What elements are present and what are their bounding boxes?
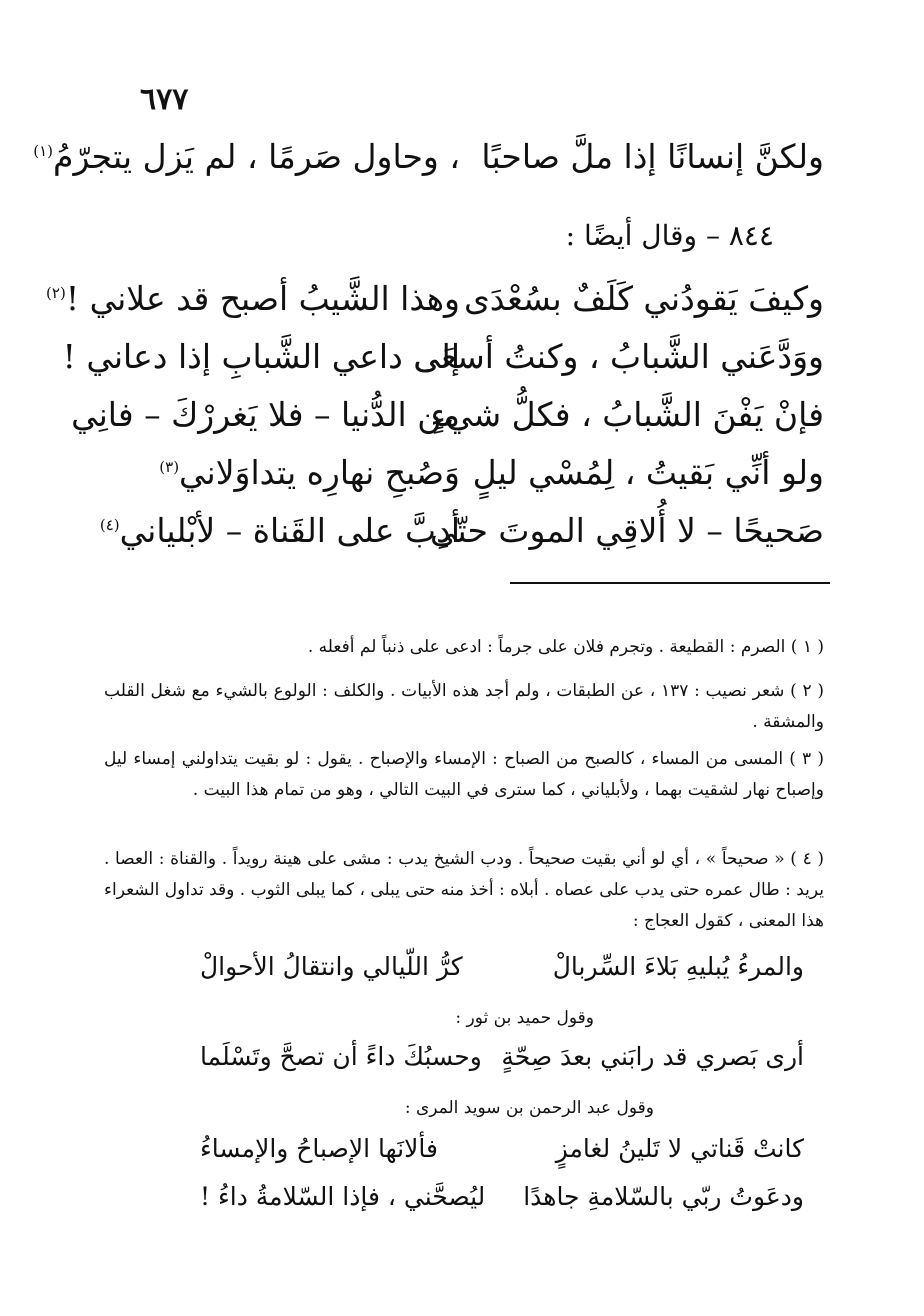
poem-844-line-1-right: وكيفَ يَقودُني كَلَفٌ بسُعْدَى [463,279,824,318]
footnote-1: ( ١ ) الصرم : القطيعة . وتجرم فلان على جرماً : ادعى على ذنباً لم أفعله . [307,637,824,657]
quote-abdulrahman-line-1-right: كانتْ قَناتي لا تَلينُ لغامزٍ [555,1134,804,1163]
footnote-2: ( ٢ ) شعر نصيب : ١٣٧ ، عن الطبقات ، ولم أجد هذه الأبيات . والكلف : الولوع بالشيء مع شغل القلب والمشقة . [104,681,824,732]
poem-844-line-2-right: ووَدَّعَني الشَّبابُ ، وكنتُ أسعَى [413,337,824,376]
page-number: ٦٧٧ [140,82,189,117]
quote-ajjaj-left: كرُّ اللّيالي وانتقالُ الأحوالْ [200,952,463,981]
footnote-marker: (٣) [159,458,180,476]
footnote-marker: (٢) [46,284,66,302]
hemistich-text: وَصُبحِ نهارِه يتداوَلاني [179,453,460,492]
poem-844-line-4-right: ولو أنِّي بَقيتُ ، لِمُسْي ليلٍ [472,453,824,492]
footnote-3: ( ٣ ) المسى من المساء ، كالصبح من الصباح : الإمساء والإصباح . يقول : لو بقيت يتداولني إمساء ليل وإصباح نهار لشقيت بهما ، ولأبلياني ، كما سترى في البيت التالي ، وهو من تمام هذا البيت . [104,749,824,800]
poem-844-line-1-left [46,279,460,318]
verse-843-hemistich-right: ولكنَّ إنسانًا إذا ملَّ صاحبًا [481,137,824,176]
intro-abdulrahman: وقول عبد الرحمن بن سويد المرى : [404,1098,654,1118]
footnote-divider [510,582,830,584]
footnote-marker: (١) [33,142,54,160]
poem-844-line-4-left [140,453,460,492]
hemistich-text: ، وحاول صَرمًا ، لم يَزل يتجرّمُ [53,137,460,176]
hemistich-text: من الدُّنيا – فلا يَغررْكَ – فانِي [71,395,460,434]
poem-844-line-5-right: صَحيحًا – لا أُلاقِي الموتَ حتّى [430,511,824,550]
poem-844-line-2-left [62,337,460,376]
quote-humaid-left: وحسبُكَ داءً أن تصحَّ وتَسْلَما [200,1042,482,1071]
poem-844-line-5-left [99,511,460,550]
hemistich-text: إلى داعي الشَّبابِ إذا دعاني ! [62,337,460,376]
quote-abdulrahman-line-2-left: ليُصحَّني ، فإذا السّلامةُ داءُ ! [200,1182,486,1211]
footnote-4: ( ٤ ) « صحيحاً » ، أي لو أني بقيت صحيحاً . ودب الشيخ يدب : مشى على هينة رويداً . والقناة : العصا . يريد : طال عمره حتى يدب على عصاه . أبلاه : أخذ منه حتى يبلى ، كما يبلى الثوب . وقد تداول الشعراء هذا المعنى ، كقول العجاج : [104,849,824,931]
poem-heading-844: ٨٤٤ – وقال أيضًا : [565,219,774,252]
intro-humaid: وقول حميد بن ثور : [455,1008,594,1028]
verse-843-hemistich-left [33,137,460,176]
quote-abdulrahman-line-2-right: ودعَوتُ ربّي بالسّلامةِ جاهدًا [523,1182,804,1211]
poem-844-line-3-right: فإنْ يَفْنَ الشَّبابُ ، فكلُّ شيءٍ [430,395,824,434]
quote-ajjaj-right: والمرءُ يُبليهِ بَلاءَ السِّربالْ [552,952,804,981]
hemistich-text: أدِبَّ على القَناة – لأبْلياني [119,511,460,550]
quote-humaid-right: أرى بَصري قد رابَني بعدَ صِحّةٍ [501,1042,804,1071]
hemistich-text: وهذا الشَّيبُ أصبح قد علاني ! [65,279,460,318]
quote-abdulrahman-line-1-left: فألانَها الإصباحُ والإمساءُ [200,1134,438,1163]
footnote-marker: (٤) [99,516,120,534]
poem-844-line-3-left [71,395,460,434]
